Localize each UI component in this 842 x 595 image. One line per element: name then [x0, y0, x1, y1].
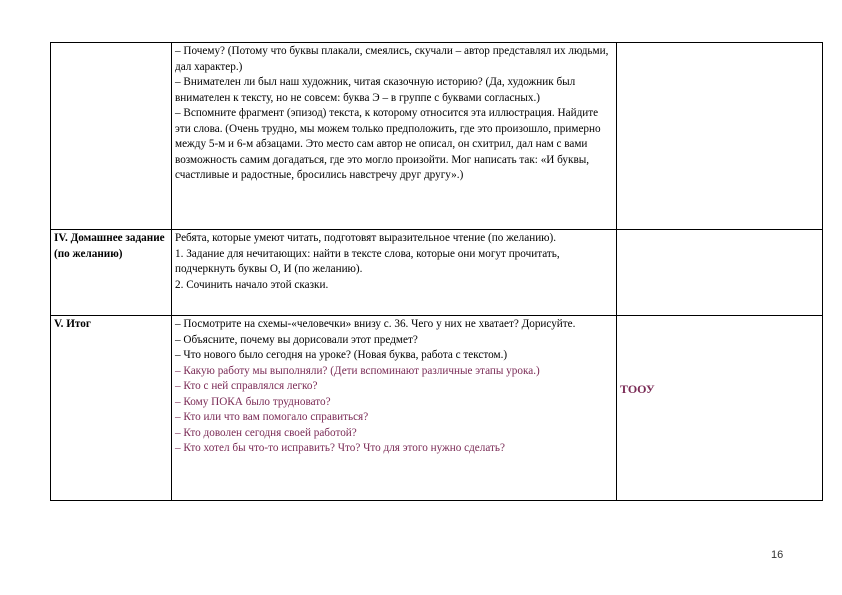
table-row — [51, 230, 823, 316]
stage-label: V. Итог — [54, 318, 91, 330]
content-cell — [172, 43, 617, 230]
content-line: Ребята, которые умеют читать, подготовят выразительное чтение (по желанию). — [175, 232, 557, 244]
reflection-question: – Кто с ней справлялся легко? — [175, 380, 318, 392]
stage-cell — [51, 43, 172, 230]
reflection-question: – Какую работу мы выполняли? (Дети вспоминают различные этапы урока.) — [175, 364, 540, 377]
content-line: 1. Задание для нечитающих: найти в тексте слова, которые они могут прочитать, подчеркнуть буквы О, И (по желанию). — [175, 247, 560, 275]
stage-cell — [51, 230, 172, 316]
note-cell — [617, 316, 823, 501]
table-row — [51, 316, 823, 501]
stage-cell — [51, 316, 172, 501]
content-cell — [172, 230, 617, 316]
content-line: – Вспомните фрагмент (эпизод) текста, к которому относится эта иллюстрация. Найдите эти слова. (Очень трудно, мы можем только предположить, где это произошло, примерно между 5-м и 6-м абзацами. Это место сам автор не описал, он схитрил, дал нам с вами возможность самим догадаться, где это могло произойти. Мог написать так: «И буквы, счастливые и радостные, бросились навстречу друг другу».) — [175, 107, 601, 181]
content-line: 2. Сочинить начало этой сказки. — [175, 278, 329, 291]
page-number: 16 — [771, 549, 784, 561]
reflection-question: – Кто хотел бы что-то исправить? Что? Что для этого нужно сделать? — [175, 442, 505, 454]
table-row — [51, 43, 823, 230]
content-cell — [172, 316, 617, 501]
reflection-question: – Кому ПОКА было трудновато? — [175, 395, 331, 408]
content-line: – Объясните, почему вы дорисовали этот предмет? — [175, 333, 418, 346]
reflection-question: – Кто или что вам помогало справиться? — [175, 411, 369, 423]
lesson-plan-table — [50, 42, 823, 501]
stage-label: IV. Домашнее задание (по желанию) — [54, 232, 165, 260]
note-cell — [617, 43, 823, 230]
content-line: – Почему? (Потому что буквы плакали, смеялись, скучали – автор представлял их людьми, дал характер.) — [175, 45, 609, 73]
note-cell — [617, 230, 823, 316]
reflection-question: – Кто доволен сегодня своей работой? — [175, 426, 357, 439]
content-line: – Что нового было сегодня на уроке? (Новая буква, работа с текстом.) — [175, 349, 508, 361]
tooy-note: ТООУ — [620, 382, 655, 396]
content-line: – Внимателен ли был наш художник, читая сказочную историю? (Да, художник был внимателен к тексту, но не совсем: буква Э – в группе с буквами согласных.) — [175, 76, 576, 104]
content-line: – Посмотрите на схемы-«человечки» внизу с. 36. Чего у них не хватает? Дорисуйте. — [175, 318, 576, 330]
